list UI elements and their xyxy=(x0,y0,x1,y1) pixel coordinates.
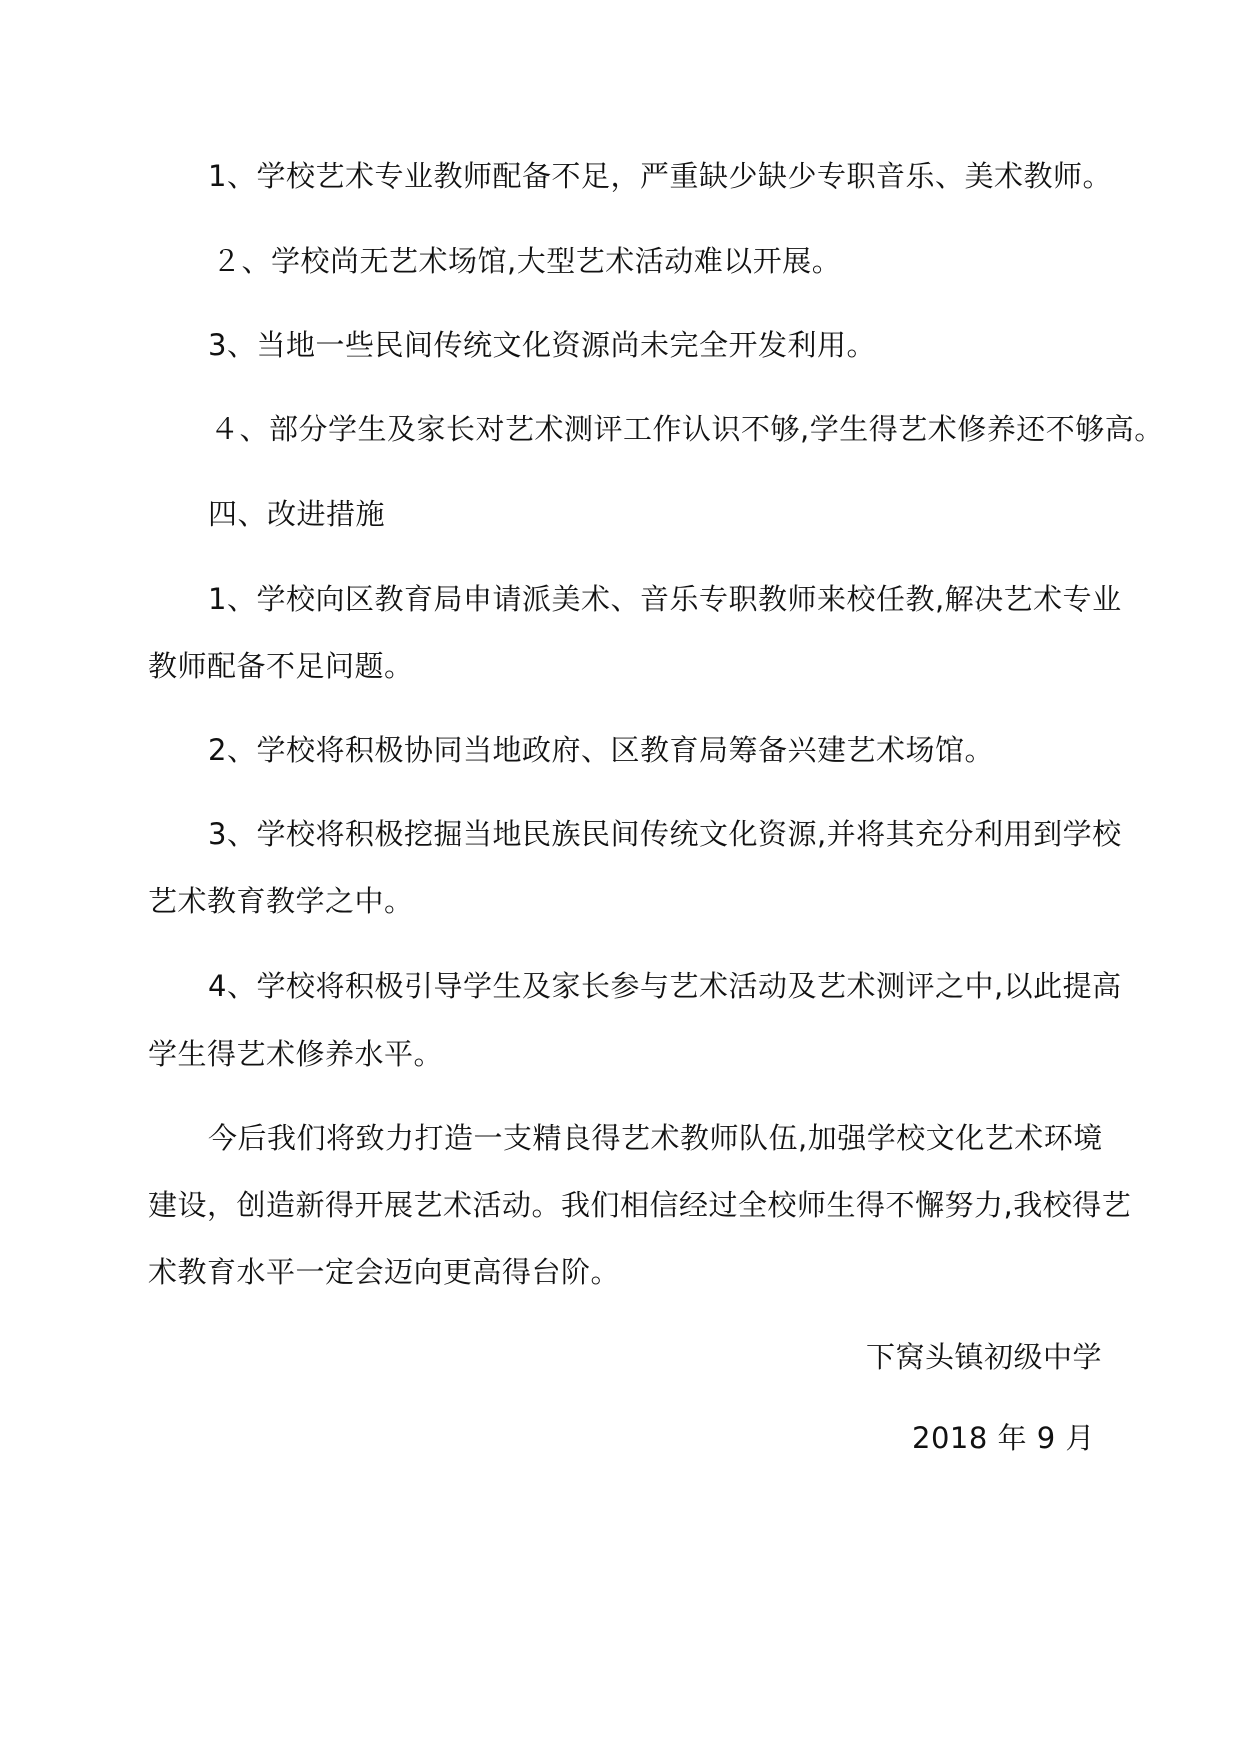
closing-paragraph-line-2: 建设，创造新得开展艺术活动。我们相信经过全校师生得不懈努力,我校得艺 xyxy=(148,1188,1132,1222)
signature-school-name: 下窝头镇初级中学 xyxy=(866,1340,1103,1374)
issue-item-3: 3、当地一些民间传统文化资源尚未完全开发利用。 xyxy=(208,328,876,362)
measure-item-1-line-2: 教师配备不足问题。 xyxy=(148,649,414,683)
measure-item-1-line-1: 1、学校向区教育局申请派美术、音乐专职教师来校任教,解决艺术专业 xyxy=(208,582,1122,616)
section-heading-measures: 四、改进措施 xyxy=(208,497,386,531)
measure-item-3-line-1: 3、学校将积极挖掘当地民族民间传统文化资源,并将其充分利用到学校 xyxy=(208,817,1122,851)
signature-date: 2018 年 9 月 xyxy=(912,1421,1095,1455)
measure-item-2: 2、学校将积极协同当地政府、区教育局筹备兴建艺术场馆。 xyxy=(208,733,994,767)
measure-item-3-line-2: 艺术教育教学之中。 xyxy=(148,884,414,918)
issue-item-1: 1、学校艺术专业教师配备不足，严重缺少缺少专职音乐、美术教师。 xyxy=(208,159,1112,193)
closing-paragraph-line-1: 今后我们将致力打造一支精良得艺术教师队伍,加强学校文化艺术环境 xyxy=(208,1121,1103,1155)
issue-item-4: ４、部分学生及家长对艺术测评工作认识不够,学生得艺术修养还不够高。 xyxy=(210,412,1164,446)
closing-paragraph-line-3: 术教育水平一定会迈向更高得台阶。 xyxy=(148,1255,621,1289)
measure-item-4-line-2: 学生得艺术修养水平。 xyxy=(148,1037,444,1071)
issue-item-2: ２、学校尚无艺术场馆,大型艺术活动难以开展。 xyxy=(212,244,842,278)
measure-item-4-line-1: 4、学校将积极引导学生及家长参与艺术活动及艺术测评之中,以此提高 xyxy=(208,969,1122,1003)
